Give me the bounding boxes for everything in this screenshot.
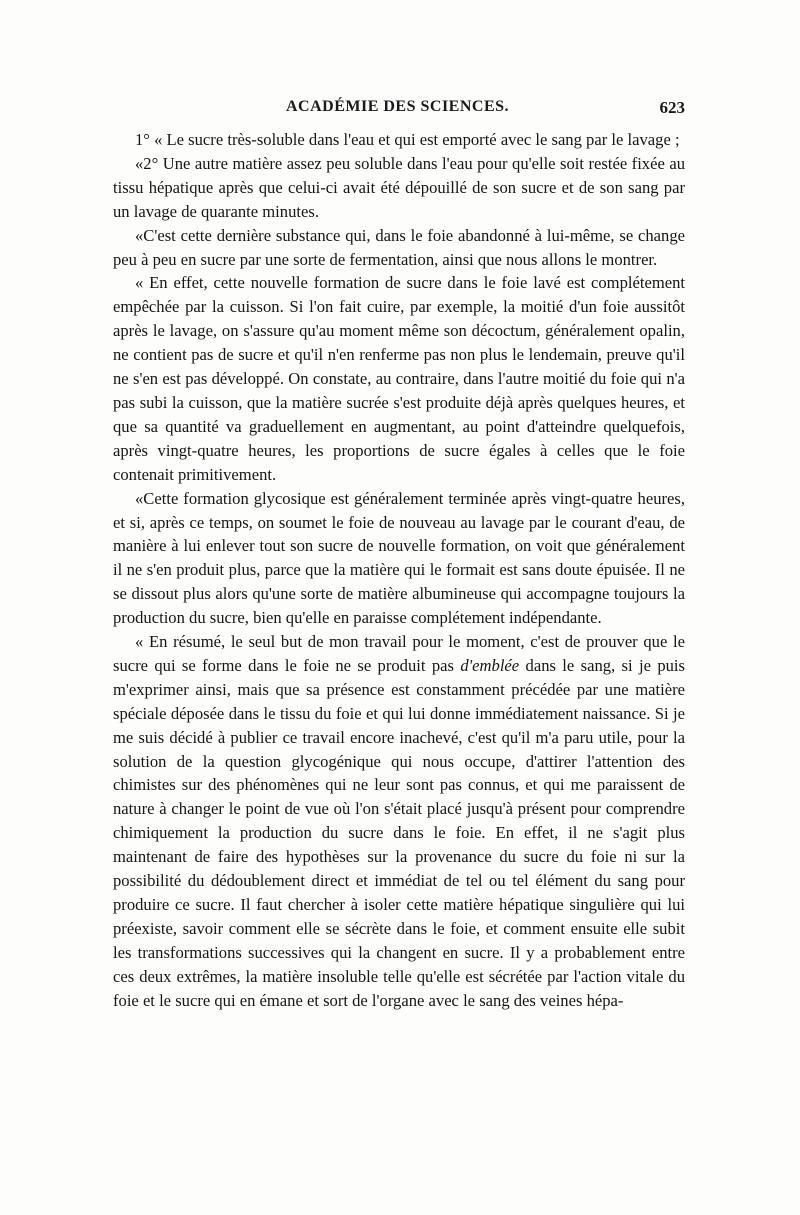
italic-term: d'emblée	[460, 655, 520, 675]
body-text	[113, 128, 685, 1013]
paragraph-4: « En effet, cette nouvelle formation de sucre dans le foie lavé est complétement empêchée par la cuisson. Si l'on fait cuire, par exemple, la moitié d'un foie aussitôt après le lavage, on s'assure qu'au moment même son décoctum, généralement opalin, ne contient pas de sucre et qu'il n'en renferme pas non plus le lendemain, preuve qu'il ne s'en est pas développé. On constate, au contraire, dans l'autre moitié du foie qui n'a pas subi la cuisson, que la matière sucrée s'est produite déjà après quelques heures, et que sa quantité va graduellement en augmentant, au point d'atteindre quelquefois, après vingt-quatre heures, les proportions de sucre égales à celles que le foie contenait primitivement.	[113, 273, 685, 484]
paragraph-6-part-1: « En résumé, le seul but de mon travail pour le moment, c'est de prouver que le sucre qui se forme dans le foie ne se produit pas	[113, 632, 685, 675]
page-number: 623	[659, 98, 685, 117]
paragraph-6	[113, 630, 685, 1013]
paragraph-1: 1° « Le sucre très-soluble dans l'eau et qui est emporté avec le sang par le lavage ;	[135, 130, 680, 149]
running-title: ACADÉMIE DES SCIENCES.	[285, 98, 510, 115]
paragraph-2: «2° Une autre matière assez peu soluble dans l'eau pour qu'elle soit restée fixée au tissu hépatique après que celui-ci avait été dépouillé de son sucre et de son sang par un lavage de quarante minutes.	[113, 153, 685, 221]
paragraph-5: «Cette formation glycosique est généralement terminée après vingt-quatre heures, et si, après ce temps, on soumet le foie de nouveau au lavage par le courant d'eau, de manière à lui enlever tout son sucre de nouvelle formation, on voit que généralement il ne s'en produit plus, parce que la matière qui le formait est sans doute épuisée. Il ne se dissout plus alors qu'une sorte de matière albumineuse qui accompagne toujours la production du sucre, bien qu'elle en paraisse complétement indépendante.	[113, 488, 685, 628]
paragraph-3: «C'est cette dernière substance qui, dans le foie abandonné à lui-même, se change peu à peu en sucre par une sorte de fermentation, ainsi que nous allons le montrer.	[113, 225, 685, 269]
paragraph-6-part-2: dans le sang, si je puis m'exprimer ainsi, mais que sa présence est constamment précédée par une matière spéciale déposée dans le tissu du foie et qui lui donne immédiatement naissance. Si je me suis décidé à publier ce travail encore inachevé, c'est qu'il m'a paru utile, pour la solution de la question glycogénique qui nous occupe, d'attirer l'attention des chimistes sur des phénomènes qui ne leur sont pas connus, et qui me paraissent de nature à changer le point de vue où l'on s'était placé jusqu'à présent pour comprendre chimiquement la production du sucre dans le foie. En effet, il ne s'agit plus maintenant de faire des hypothèses sur la provenance du sucre du foie ni sur la possibilité du dédoublement direct et immédiat de tel ou tel élément du sang pour produire ce sucre. Il faut chercher à isoler cette matière hépatique singulière qui lui préexiste, savoir comment elle se sécrète dans le foie, et comment ensuite elle subit les transformations successives qui la changent en sucre. Il y a probablement entre ces deux extrêmes, la matière insoluble telle qu'elle est sécrétée par l'action vitale du foie et le sucre qui en émane et sort de l'organe avec le sang des veines hépa-	[113, 655, 685, 1010]
page-header	[110, 92, 685, 122]
